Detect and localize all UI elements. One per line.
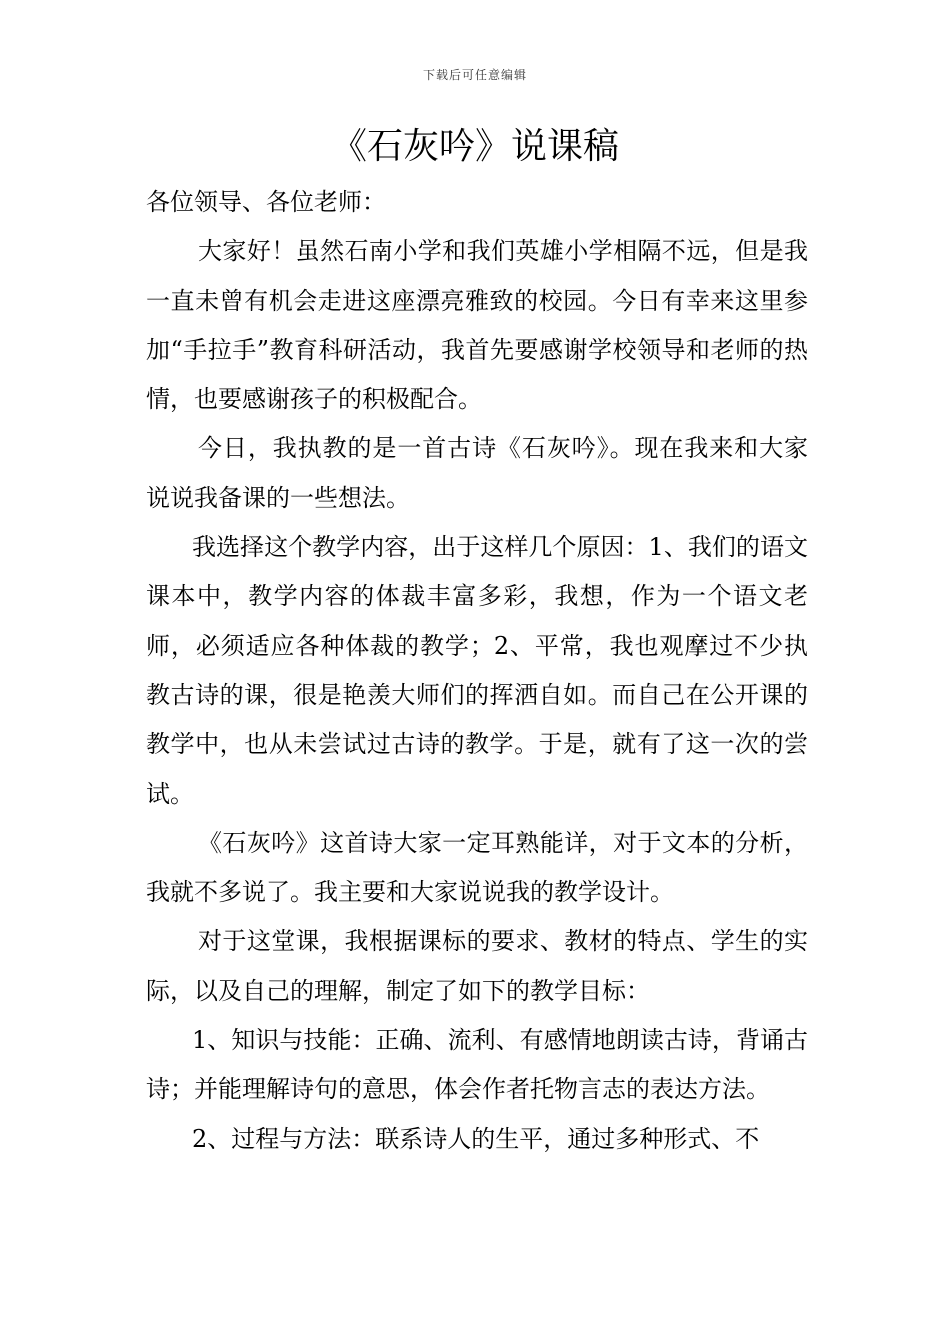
paragraph-reasons: 我选择这个教学内容，出于这样几个原因：1、我们的语文课本中，教学内容的体裁丰富多彩，我想，作为一个语文老师，必须适应各种体裁的教学；2、平常，我也观摩过不少执教古诗的课，很是艳羡大师们的挥洒自如。而自己在公开课的教学中，也从未尝试过古诗的教学。于是，就有了这一次的尝试。: [146, 533, 808, 808]
paragraph-topic: 今日，我执教的是一首古诗《石灰吟》。现在我来和大家说说我备课的一些想法。: [146, 434, 808, 512]
header-note: 下载后可任意编辑: [422, 68, 527, 82]
document-title: 《石灰吟》说课稿: [330, 126, 619, 167]
paragraph-greeting: 大家好！虽然石南小学和我们英雄小学相隔不远，但是我一直未曾有机会走进这座漂亮雅致的校园。今日有幸来这里参加“手拉手”教育科研活动，我首先要感谢学校领导和老师的热情，也要感谢孩子的积极配合。: [146, 237, 808, 414]
salutation: 各位领导、各位老师：: [146, 188, 386, 216]
objective-knowledge-skills: 1、知识与技能：正确、流利、有感情地朗读古诗，背诵古诗；并能理解诗句的意思，体会作者托物言志的表达方法。: [146, 1026, 808, 1104]
document-body: [146, 178, 808, 1164]
objective-process-methods: 2、过程与方法：联系诗人的生平，通过多种形式、不: [192, 1124, 760, 1153]
paragraph-design: 《石灰吟》这首诗大家一定耳熟能详，对于文本的分析，我就不多说了。我主要和大家说说我的教学设计。: [146, 828, 808, 907]
paragraph-objectives: 对于这堂课，我根据课标的要求、教材的特点、学生的实际，以及自己的理解，制定了如下的教学目标：: [146, 927, 808, 1005]
